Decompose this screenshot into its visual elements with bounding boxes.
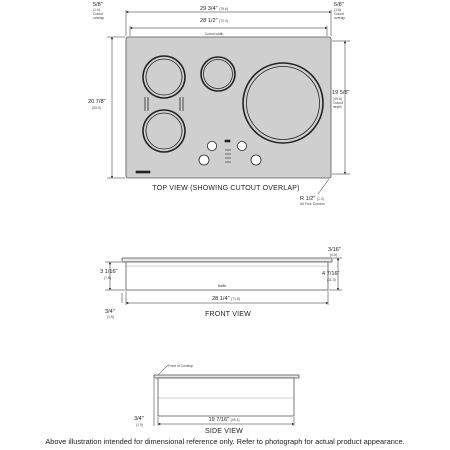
side-view: [134, 364, 299, 435]
footnote: Above illustration intended for dimensional reference only. Refer to photograph for actual product appearance.: [45, 437, 405, 446]
front-box-height-text: 4 7/16": [322, 271, 340, 277]
overall-depth-text: 20 7/8": [88, 99, 106, 105]
side-depth-text: 19 7/16" (49.3): [208, 417, 240, 423]
knob-2-icon: [207, 141, 216, 150]
side-flange-metric: (1.9): [136, 423, 143, 427]
left-overlap-metric: (1.6): [93, 8, 100, 12]
knob-4-icon: [251, 155, 261, 165]
front-height-left-metric: (7.8): [104, 276, 111, 280]
front-of-cooktop-leader: [158, 365, 168, 375]
side-view-title: SIDE VIEW: [205, 428, 243, 435]
front-box: [126, 262, 328, 290]
front-height-left-text: 3 1/16": [100, 269, 118, 275]
side-top-plate: [154, 375, 299, 378]
front-top-thickness-metric: (0.5): [330, 253, 337, 257]
front-view-title: FRONT VIEW: [205, 311, 251, 318]
front-top-plate: [122, 258, 332, 262]
front-of-cooktop-label: Front of Cooktop: [168, 364, 194, 368]
front-flange-text: 3/4": [105, 309, 115, 315]
front-view: [100, 247, 342, 319]
corner-radius-label: All Four Corners: [300, 202, 325, 206]
left-overlap-label: Cutout overlap: [93, 12, 105, 20]
top-view-title: TOP VIEW (SHOWING CUTOUT OVERLAP): [152, 185, 300, 192]
front-width-text: 28 1/4" (71.8): [212, 296, 240, 302]
knob-3-icon: [237, 141, 246, 150]
front-top-thickness-text: 3/16": [328, 247, 341, 253]
front-flange-metric: (1.9): [107, 315, 114, 319]
corner-radius-text: R 1/2" (1.3): [300, 196, 324, 202]
cutout-depth-metric: (49.8): [333, 97, 342, 101]
front-box-height-metric: (11.3): [327, 278, 336, 282]
right-overlap-metric: (1.6): [334, 8, 341, 12]
cutout-depth-text: 19 5/8": [332, 90, 350, 96]
right-overlap-text: 5/8": [334, 2, 344, 8]
cutout-depth-label: Cutout depth: [333, 101, 343, 109]
side-box: [158, 378, 294, 416]
knob-1-icon: [199, 155, 209, 165]
cutout-width-label: Cutout width: [204, 32, 224, 36]
cutout-width-text: 28 1/2" (72.4): [200, 18, 228, 24]
cooktop-glass: [126, 37, 331, 178]
right-overlap-label: Cutout overlap: [334, 12, 346, 20]
overall-width-text: 29 3/4" (75.6): [200, 6, 228, 12]
left-overlap-text: 5/8": [93, 2, 103, 8]
side-flange-text: 3/4": [134, 416, 144, 422]
corner-leader: [318, 179, 329, 194]
baffle-label: Baffle: [217, 284, 227, 288]
overall-depth-metric: (53.0): [92, 106, 101, 110]
top-view: [88, 2, 350, 206]
